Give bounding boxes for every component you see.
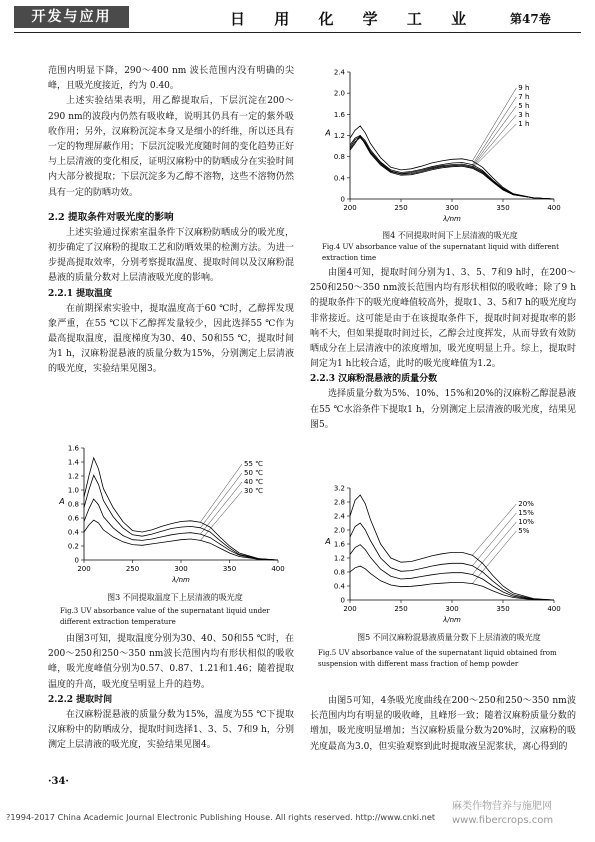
subsection-heading: 2.2.2 提取时间 [48, 694, 113, 705]
left-column-top [48, 64, 294, 378]
paragraph: 在前期探索实验中，提取温度高于60 ℃时，乙醇挥发现象严重，在55 ℃以下乙醇挥发量较少，因此选择55 ℃作为最高提取温度，温度梯度为30、40、50和55 ℃，提取时间为1 h，汉麻粉混悬液的质量分数为15%，分别测定上层清液的吸光度，实验结果见图3。 [48, 303, 294, 375]
y-tick-label: 2.4 [333, 68, 345, 77]
y-tick-label: 2.0 [333, 89, 345, 98]
x-tick-label: 200 [343, 204, 357, 212]
paragraph: 由图5可知，4条吸光度曲线在200～250和250～350 nm波长范围内均有明显的吸收峰，且峰形一致；随着汉麻粉质量分数的增加，吸光度明显增加；当汉麻粉质量分数为20%时，汉麻粉的吸光度最高为3.0，但实验观察到此时提取液呈泥浆状，离心得到的 [310, 696, 576, 752]
left-column-bottom [48, 632, 294, 753]
figure-caption-cn: 图4 不同提取时间下上层清液的吸光度 [382, 231, 518, 240]
section-heading: 2.2 提取条件对吸光度的影响 [48, 211, 174, 223]
y-tick-label: 0.8 [67, 500, 79, 509]
series-line [350, 136, 554, 200]
x-axis-label: λ/nm [443, 215, 461, 223]
y-tick-label: 0.8 [333, 568, 345, 577]
right-column-mid [310, 266, 576, 433]
y-axis-label: A [325, 537, 331, 546]
subsection-heading: 2.2.3 汉麻粉混悬液的质量分数 [310, 374, 438, 385]
series-line [350, 137, 554, 199]
paragraph: 上述实验通过探索室温条件下汉麻粉防晒成分的吸光度，初步确定了汉麻粉的提取工艺和防晒效果的检测方法。为进一步提高提取效率，分别考察提取温度、提取时间以及汉麻粉混悬液的质量分数对上层清液吸光度的影响。 [48, 227, 294, 284]
y-tick-label: 1.6 [333, 110, 345, 119]
series-label: 30 ℃ [244, 487, 264, 495]
series-line [84, 499, 278, 560]
series-label: 50 ℃ [244, 469, 264, 477]
x-tick-label: 350 [496, 605, 510, 613]
y-tick-label: 1.6 [67, 444, 79, 453]
y-tick-label: 0.8 [333, 153, 345, 162]
x-tick-label: 300 [174, 565, 188, 573]
series-line [84, 520, 278, 560]
figure-caption-cn: 图5 不同汉麻粉混悬液质量分数下上层清液的吸光度 [357, 633, 541, 642]
series-line [350, 566, 554, 600]
y-tick-label: 1.0 [67, 486, 79, 495]
y-tick-label: 1.6 [333, 540, 345, 549]
x-tick-label: 300 [445, 204, 459, 212]
series-label: 20% [518, 500, 534, 508]
y-tick-label: 2.4 [333, 512, 345, 521]
x-tick-label: 350 [496, 204, 510, 212]
page-number: ·34· [48, 776, 69, 787]
series-label: 40 ℃ [244, 478, 264, 486]
copyright-footer: ?1994-2017 China Academic Journal Electronic Publishing House. All rights reserved. http://www.cnki.net [6, 812, 436, 822]
paragraph: 由图4可知，提取时间分别为1、3、5、7和9 h时，在200～250和250～350 nm波长范围内均有形状相似的吸收峰；除了9 h的提取条件下的吸光度峰值较高外，提取1、3、5和7 h的吸光度均非常接近。这可能是由于在该提取条件下，提取时间对提取率的影响不大，但如果提取时间过长，乙醇会过度挥发，从而导致有效防晒成分在上层清液中的浓度增加，吸光度明显上升。综上，提取时间定为1 h比较合适，此时的吸光度峰值为1.2。 [310, 268, 576, 370]
chart-fig3 [52, 440, 292, 590]
y-tick-label: 1.4 [67, 458, 79, 467]
legend-leader [472, 513, 516, 566]
legend-leader [472, 531, 516, 584]
figure-caption-en: Fig.5 UV absorbance value of the supernatant liquid obtained from suspension with different mass fraction of hemp powder [318, 649, 557, 668]
legend-leader [200, 491, 242, 540]
y-tick-label: 0 [340, 195, 345, 204]
series-label: 3 h [518, 111, 530, 119]
chart-fig5 [318, 480, 568, 630]
paragraph: 由图3可知，提取温度分别为30、40、50和55 ℃时，在200～250和250～350 nm波长范围内均有形状相似的吸收峰，吸光度峰值分别为0.57、0.87、1.21和1.46；随着提取温度的升高，吸光度呈明显上升的趋势。 [48, 634, 294, 690]
series-label: 5 h [518, 102, 530, 110]
legend-leader [472, 88, 516, 161]
y-tick-label: 0.4 [67, 528, 79, 537]
series-line [350, 136, 554, 200]
header-rule [14, 32, 581, 33]
y-tick-label: 2.0 [333, 526, 345, 535]
y-tick-label: 1.2 [333, 554, 345, 563]
y-axis-label: A [59, 497, 65, 506]
x-tick-label: 200 [343, 605, 357, 613]
series-label: 55 ℃ [244, 460, 264, 468]
y-tick-label: 0.6 [67, 514, 79, 523]
series-line [350, 545, 554, 600]
y-tick-label: 1.2 [67, 472, 79, 481]
legend-leader [200, 482, 242, 534]
x-tick-label: 400 [547, 605, 561, 613]
y-tick-label: 0.2 [67, 542, 79, 551]
x-tick-label: 400 [547, 204, 561, 212]
journal-title: 日 用 化 学 工 业 [230, 10, 479, 28]
series-label: 7 h [518, 93, 530, 101]
x-axis-label: λ/nm [443, 616, 461, 624]
y-tick-label: 3.2 [333, 484, 345, 493]
subsection-heading: 2.2.1 提取温度 [48, 288, 113, 299]
series-line [350, 138, 554, 199]
legend-leader [472, 115, 516, 167]
series-label: 1 h [518, 120, 530, 128]
y-tick-label: 0.4 [333, 582, 345, 591]
paragraph: 上述实验结果表明，用乙醇提取后，下层沉淀在200～290 nm的波段内仍然有吸收峰，说明其仍具有一定的紫外吸收作用；另外，汉麻粉沉淀本身又是细小的纤维，所以还具有一定的物理屏蔽作用；下层沉淀吸光度随时间的变化趋势正好与上层清液的变化相反，证明汉麻粉中的防晒成分在实验时间内大部分被提取；下层沉淀多为乙醇不溶物，这些不溶物仍然具有一定的防晒功效。 [48, 96, 294, 198]
y-tick-label: 1.2 [333, 132, 345, 140]
figure-caption-en: Fig.4 UV absorbance value of the supernatant liquid with different extraction time [322, 243, 559, 262]
figure-caption-cn: 图3 不同提取温度下上层清液的吸光度 [107, 593, 243, 602]
watermark: 麻类作物营养与施肥网 www.fibercrops.com [452, 801, 554, 826]
paragraph: 范围内明显下降，290～400 nm 波长范围内没有明确的尖峰，且吸光度接近，约为 0.40。 [48, 66, 294, 92]
legend-leader [200, 464, 242, 522]
series-label: 15% [518, 509, 534, 517]
y-axis-label: A [325, 128, 331, 138]
y-tick-label: 2.8 [333, 498, 345, 507]
paragraph: 在汉麻粉混悬液的质量分数为15%，温度为55 ℃下提取汉麻粉中的防晒成分，提取时间选择1、3、5、7和9 h，分别测定上层清液的吸光度，实验结果见图4。 [48, 709, 294, 751]
y-tick-label: 0 [340, 596, 345, 605]
x-tick-label: 250 [394, 204, 408, 212]
section-tag: 开发与应用 [14, 6, 129, 28]
y-tick-label: 0.4 [333, 174, 345, 183]
series-label: 9 h [518, 84, 530, 92]
chart-fig4 [318, 64, 568, 229]
x-tick-label: 200 [77, 565, 91, 573]
x-tick-label: 300 [445, 605, 459, 613]
right-column-bottom [310, 694, 576, 755]
x-tick-label: 250 [394, 605, 408, 613]
legend-leader [200, 473, 242, 528]
volume-label: 第47卷 [510, 12, 551, 26]
y-tick-label: 0 [74, 556, 79, 565]
series-label: 10% [518, 518, 534, 526]
x-axis-label: λ/nm [172, 576, 190, 584]
figure-caption-en: Fig.3 UV absorbance value of the supernatant liquid under different extraction temperature [60, 607, 270, 626]
x-tick-label: 400 [271, 565, 285, 573]
paragraph: 选择质量分数为5%、10%、15%和20%的汉麻粉乙醇混悬液在55 ℃水浴条件下提取1 h，分别测定上层清液的吸光度，结果见图5。 [310, 389, 576, 430]
series-label: 5% [518, 527, 530, 535]
legend-leader [472, 106, 516, 166]
x-tick-label: 350 [222, 565, 237, 573]
x-tick-label: 250 [125, 565, 140, 573]
